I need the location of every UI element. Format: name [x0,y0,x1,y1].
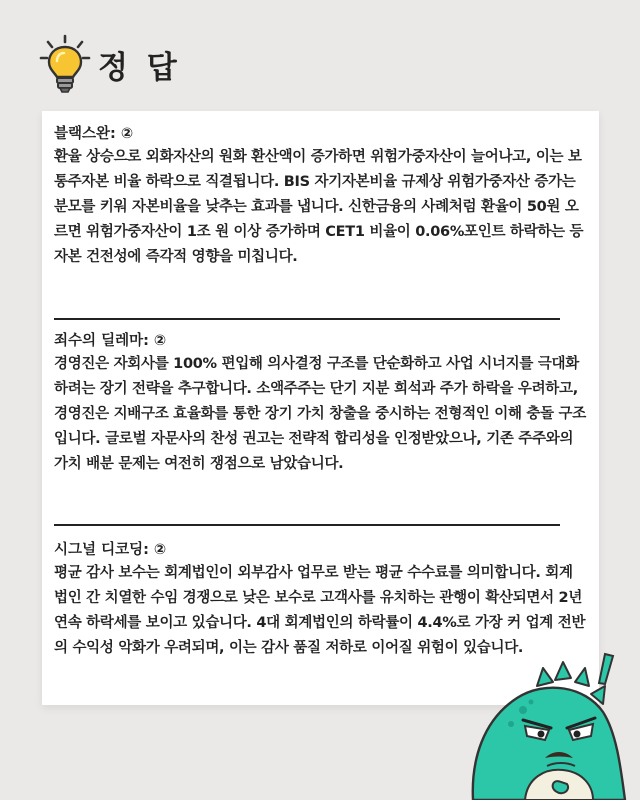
dinosaur-mascot-icon [465,650,640,800]
section-prisoners-dilemma [54,330,586,477]
answer-card [42,111,599,705]
section-signal-decoding [54,539,586,661]
section-title: 블랙스완: ② [54,126,134,142]
page-title: 정 답 [98,49,181,86]
header [38,34,181,94]
divider [54,318,560,320]
section-body: 환율 상승으로 외화자산의 원화 환산액이 증가하면 위험가중자산이 늘어나고, 이는 보통주자본 비율 하락으로 직결됩니다. BIS 자기자본비율 규제상 위험가중자산 증가는 분모를 키워 자본비율을 낮추는 효과를 냅니다. 신한금융의 사례처럼 환율이 50원 오르면 위험가중자산이 1조 원 이상 증가하며 CET1 비율이 0.06%포인트 하락하는 등 자본 건전성에 즉각적 영향을 미칩니다. [54,149,584,265]
section-title: 죄수의 딜레마: ② [54,333,167,349]
section-black-swan [54,123,586,270]
lightbulb-icon [38,34,92,94]
section-body: 평균 감사 보수는 회계법인이 외부감사 업무로 받는 평균 수수료를 의미합니다. 회계법인 간 치열한 수임 경쟁으로 낮은 보수로 고객사를 유치하는 관행이 확산되면서 2년 연속 하락세를 보이고 있습니다. 4대 회계법인의 하락률이 4.4%로 가장 커 업계 전반의 수익성 악화가 우려되며, 이는 감사 품질 저하로 이어질 위험이 있습니다. [54,565,586,656]
section-body: 경영진은 자회사를 100% 편입해 의사결정 구조를 단순화하고 사업 시너지를 극대화하려는 장기 전략을 추구합니다. 소액주주는 단기 지분 희석과 주가 하락을 우려하고, 경영진은 지배구조 효율화를 통한 장기 가치 창출을 중시하는 전형적인 이해 충돌 구조입니다. 글로벌 자문사의 찬성 권고는 전략적 합리성을 인정받았으나, 기존 주주와의 가치 배분 문제는 여전히 쟁점으로 남았습니다. [54,356,586,472]
divider [54,524,560,526]
section-title: 시그널 디코딩: ② [54,542,167,558]
